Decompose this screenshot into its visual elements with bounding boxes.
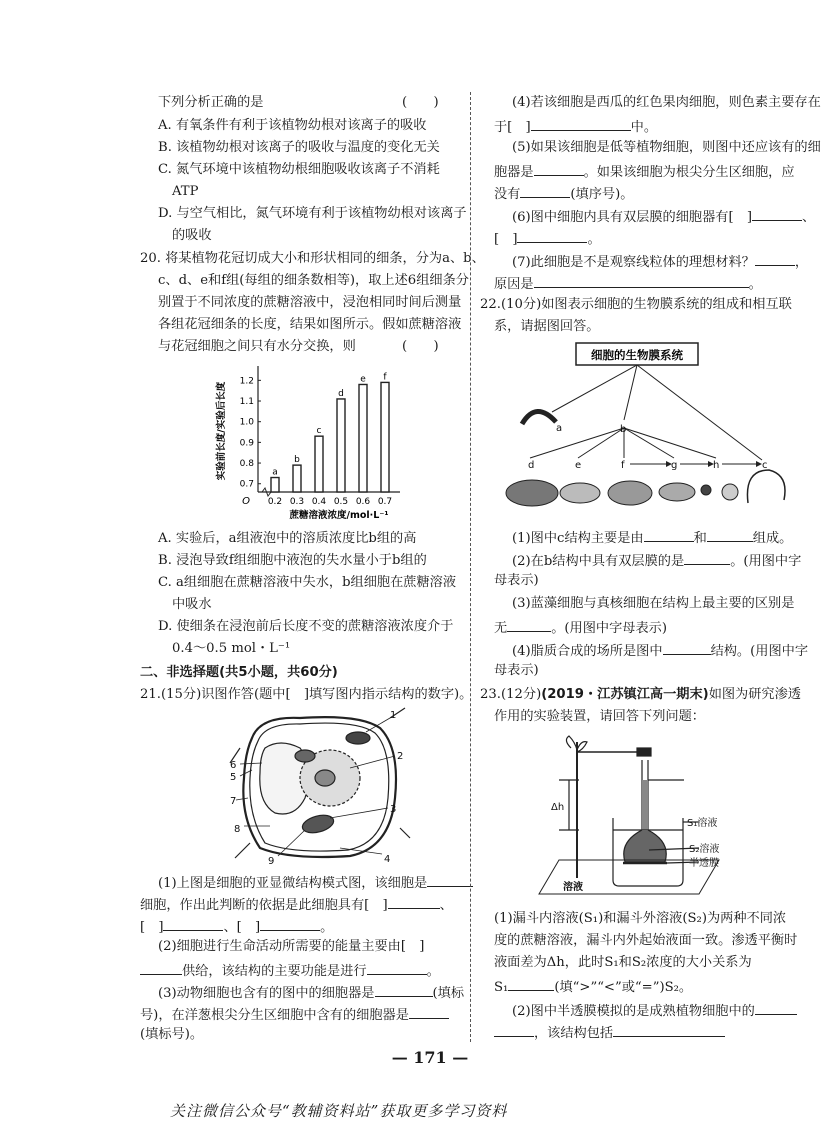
chloroplast-shape (506, 480, 558, 506)
column-divider (470, 92, 471, 1042)
q22-s1: (1)图中c结构主要是由 和 组成。 (512, 527, 792, 548)
q21-s6-line2: [ ] 。 (494, 228, 601, 249)
q21-s5-line1: (5)如果该细胞是低等植物细胞，则图中还应该有的细 (512, 140, 821, 155)
cell-membrane-shape (747, 470, 785, 503)
y-tick-label: 1.2 (239, 376, 254, 387)
q21-s5-line2: 胞器是 。如果该细胞为根尖分生区细胞，应 (494, 161, 795, 182)
mitochondrion-shape (560, 483, 600, 503)
cell-label-9: 9 (268, 856, 275, 867)
cell-label-1: 1 (390, 710, 397, 721)
footer-note: 关注微信公众号“教辅资料站”获取更多学习资料 (170, 1102, 508, 1120)
q21-s2-line1: (2)细胞进行生命活动所需要的能量主要由[ ] (158, 939, 425, 954)
y-tick-label: 0.7 (239, 479, 254, 490)
cell-label-6: 6 (230, 760, 237, 771)
q20-stem-4: 各组花冠细条的长度，结果如图所示。假如蔗糖溶液 (158, 317, 462, 332)
q21-s7-line1: (7)此细胞是不是观察线粒体的理想材料？ ， (512, 251, 808, 272)
bar-a (271, 478, 279, 492)
q21-s4-line1: (4)若该细胞是西瓜的红色果肉细胞，则色素主要存在 (512, 95, 821, 110)
q21-s3-line3: (填标号)。 (140, 1027, 204, 1042)
bar-f (381, 382, 389, 492)
q21-s4-line2: 于[ ] 中。 (494, 116, 657, 137)
page-number: — 171 — (391, 1048, 469, 1067)
q22-s2-line2: 母表示) (494, 573, 539, 588)
bar-chart (210, 362, 410, 522)
tube-liquid (642, 780, 648, 830)
q22-stem-1: 22.(10分)如图表示细胞的生物膜系统的组成和相互联 (480, 297, 792, 312)
y-tick-label: 1.1 (239, 397, 254, 408)
bar-label-e: e (360, 374, 366, 385)
q21-s3-line2: 号)，在洋葱根尖分生区细胞中含有的细胞器是 (140, 1004, 449, 1025)
q21-s7-line2: 原因是 。 (494, 273, 762, 294)
q21-s1-line2: 细胞，作出此判断的依据是此细胞具有[ ] 、 (140, 894, 453, 915)
s2-solution-label: S₂溶液 (689, 844, 720, 855)
funnel-bell (624, 830, 666, 862)
osmosis-apparatus-diagram (549, 730, 749, 902)
q22-s4-line1: (4)脂质合成的场所是图中 结构。(用图中字 (512, 640, 808, 661)
nucleolus (315, 770, 335, 786)
y-tick-label: 1.0 (239, 417, 254, 428)
q19-option-a: A. 有氧条件有利于该植物幼根对该离子的吸收 (158, 118, 427, 133)
bar-b (293, 465, 301, 492)
node-h: h (713, 460, 720, 471)
cell-label-2: 2 (397, 751, 404, 762)
q22-s4-line2: 母表示) (494, 663, 539, 678)
node-b: b (620, 424, 627, 435)
q21-s6-line1: (6)图中细胞内具有双层膜的细胞器有[ ] 、 (512, 206, 815, 227)
bar-label-f: f (383, 372, 387, 383)
q21-s1-line3: [ ] 、[ ] 。 (140, 916, 333, 937)
bar-label-d: d (338, 388, 344, 399)
x-tick-label: 0.2 (267, 497, 283, 507)
q22-stem-2: 系，请据图回答。 (494, 319, 600, 334)
node-g: g (671, 460, 678, 471)
lysosome-shape (722, 484, 738, 500)
clamp-head (637, 748, 651, 756)
q23-stem-1: 23.(12分)(2019・江苏镇江高一期末)如图为研究渗透 (480, 687, 801, 702)
bar-label-a: a (272, 467, 278, 478)
q22-s2-line1: (2)在b结构中具有双层膜的是 。(用图中字 (512, 550, 801, 571)
mitochondrion (346, 732, 370, 744)
bar-d (337, 399, 345, 492)
q19-option-d-cont: 的吸收 (172, 228, 212, 243)
q20-option-c-cont: 中吸水 (172, 597, 212, 612)
origin-label: O (242, 496, 250, 507)
x-tick-label: 0.3 (289, 497, 305, 507)
q20-stem-2: c、d、e和f组(每组的细条数相等)，取上述6组细条分 (158, 273, 469, 288)
q22-s3-line1: (3)蓝藻细胞与真核细胞在结构上最主要的区别是 (512, 596, 795, 611)
plant-cell-diagram (230, 708, 410, 868)
chloroplast (300, 812, 335, 836)
q20-stem-1: 20. 将某植物花冠切成大小和形状相同的细条，分为a、b、 (140, 251, 485, 266)
bar-c (315, 436, 323, 492)
bar-label-b: b (294, 455, 300, 466)
q21-heading: 21.(15分)识图作答(题中[ ]填写图内指示结构的数字)。 (140, 687, 473, 702)
q21-s3-line1: (3)动物细胞也含有的图中的细胞器是 (填标 (158, 982, 464, 1003)
q19-answer-paren: ( ) (402, 95, 439, 110)
section-2-heading: 二、非选择题(共5小题，共60分) (140, 665, 338, 680)
node-a: a (556, 423, 563, 434)
cell-label-5: 5 (230, 772, 237, 783)
s1-solution-label: S₁溶液 (687, 818, 718, 829)
q19-option-c: C. 氮气环境中该植物幼根细胞吸收该离子不消耗 (158, 162, 440, 177)
q20-option-b: B. 浸泡导致f组细胞中液泡的失水量小于b组的 (158, 553, 427, 568)
q21-s5-line3: 没有 (填序号)。 (494, 183, 633, 204)
membrane-system-diagram (494, 340, 789, 515)
q20-option-d: D. 使细条在浸泡前后长度不变的蔗糖溶液浓度介于 (158, 619, 454, 634)
solution-label: 溶液 (563, 882, 583, 893)
node-c: c (762, 460, 768, 471)
q19-option-b: B. 该植物幼根对该离子的吸收与温度的变化无关 (158, 140, 440, 155)
q20-option-d-cont: 0.4～0.5 mol・L⁻¹ (172, 641, 291, 656)
q20-option-c: C. a组细胞在蔗糖溶液中失水，b组细胞在蔗糖溶液 (158, 575, 457, 590)
cell-label-7: 7 (230, 796, 237, 807)
q20-stem-3: 别置于不同浓度的蔗糖溶液中，浸泡相同时间后测量 (158, 295, 462, 310)
x-tick-label: 0.4 (311, 497, 327, 507)
bar-label-c: c (316, 426, 322, 437)
x-axis-title: 蔗糖溶液浓度/mol·L⁻¹ (289, 510, 389, 521)
y-tick-label: 0.8 (239, 459, 254, 470)
q20-answer-paren: ( ) (402, 339, 439, 354)
node-f: f (621, 460, 625, 471)
x-tick-label: 0.6 (355, 497, 371, 507)
cell-label-4: 4 (384, 854, 391, 865)
q19-option-c-cont: ATP (172, 184, 199, 199)
q23-s1-line4: S₁ (填“>”“<”或“=”)S₂。 (494, 976, 692, 997)
cell-label-8: 8 (234, 824, 241, 835)
q23-s1-line1: (1)漏斗内溶液(S₁)和漏斗外溶液(S₂)为两种不同浓 (494, 911, 787, 926)
y-axis-title: 实验前长度/实验后长度 (216, 381, 227, 481)
er-shape (608, 481, 652, 505)
vesicle-shape (701, 485, 711, 495)
delta-h-label: Δh (551, 802, 565, 813)
bar-e (359, 384, 367, 492)
q23-s1-line2: 度的蔗糖溶液，漏斗内外起始液面一致。渗透平衡时 (494, 933, 798, 948)
vesicle-arc-a (522, 411, 556, 424)
x-tick-label: 0.5 (333, 497, 349, 507)
q19-stem: 下列分析正确的是 (158, 95, 264, 110)
golgi-shape (659, 483, 695, 501)
q23-s2-line1: (2)图中半透膜模拟的是成熟植物细胞中的 (512, 1000, 797, 1021)
q23-s2-line2: ，该结构包括 (494, 1022, 725, 1043)
q19-option-d: D. 与空气相比，氮气环境有利于该植物幼根对该离子 (158, 206, 467, 221)
node-e: e (575, 460, 582, 471)
q20-stem-5: 与花冠细胞之间只有水分交换，则 (158, 339, 356, 354)
q21-s1-line1: (1)上图是细胞的亚显微结构模式图，该细胞是 (158, 872, 473, 893)
golgi (295, 750, 315, 762)
x-tick-label: 0.7 (377, 497, 393, 507)
q21-s2-line2: 供给，该结构的主要功能是进行 。 (140, 960, 440, 981)
q23-stem-2: 作用的实验装置，请回答下列问题： (494, 709, 705, 724)
q20-option-a: A. 实验后，a组液泡中的溶质浓度比b组的高 (158, 531, 417, 546)
node-d: d (528, 460, 535, 471)
membrane-system-title: 细胞的生物膜系统 (591, 348, 683, 362)
cell-label-3: 3 (390, 804, 397, 815)
y-tick-label: 0.9 (239, 438, 254, 449)
membrane-label: 半透膜 (689, 858, 719, 869)
q22-s3-line2: 无 。(用图中字母表示) (494, 617, 667, 638)
q23-s1-line3: 液面差为Δh，此时S₁和S₂浓度的大小关系为 (494, 955, 752, 970)
